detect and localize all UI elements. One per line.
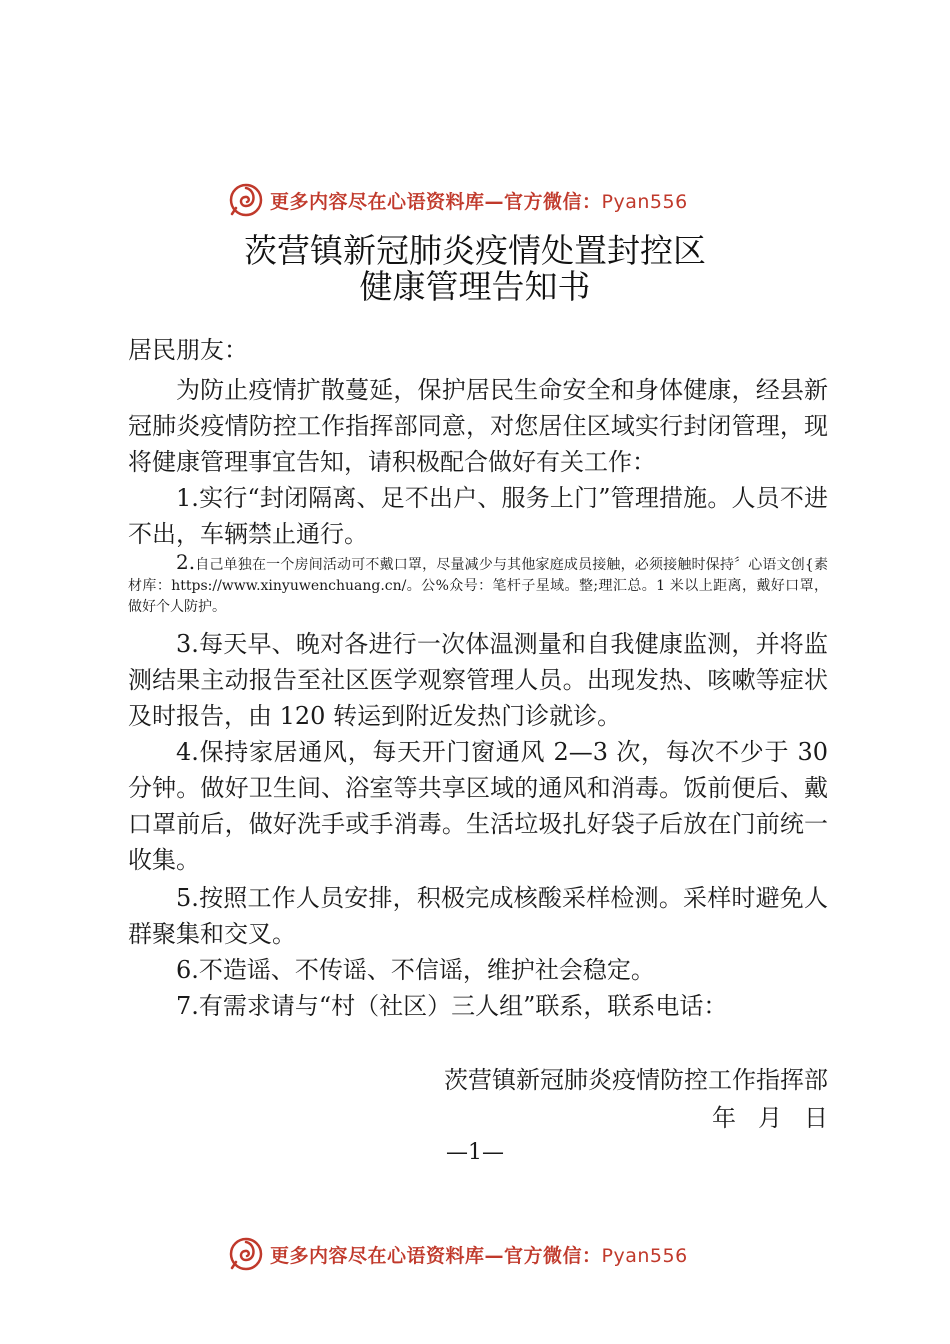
watermark-text: 更多内容尽在心语资料库—官方微信：Pyan556	[270, 1244, 688, 1267]
document-title-line2: 健康管理告知书	[359, 267, 591, 306]
date-month: 月	[758, 1104, 782, 1132]
spiral-logo-icon	[228, 182, 264, 218]
notice-item-2	[128, 552, 828, 618]
signature-org: 茨营镇新冠肺炎疫情防控工作指挥部	[444, 1066, 828, 1094]
spiral-logo-icon	[228, 1236, 264, 1272]
notice-item-6: 6.不造谣、不传谣、不信谣，维护社会稳定。	[176, 956, 655, 984]
notice-item-4: 4.保持家居通风，每天开门窗通风 2—3 次，每次不少于 30 分钟。做好卫生间、浴室等共享区域的通风和消毒。饭前便后、戴口罩前后，做好洗手或手消毒。生活垃圾扎好袋子后放在门前统一收集。	[128, 738, 828, 874]
watermark-top	[228, 180, 748, 220]
intro-paragraph: 为防止疫情扩散蔓延，保护居民生命安全和身体健康，经县新冠肺炎疫情防控工作指挥部同意，对您居住区域实行封闭管理，现将健康管理事宜告知，请积极配合做好有关工作：	[128, 376, 828, 476]
date-day: 日	[804, 1104, 828, 1132]
page-number: —1—	[446, 1140, 504, 1165]
notice-item-2-text: 自己单独在一个房间活动可不戴口罩，尽量减少与其他家庭成员接触，必须接触时保持〞心语文创{素材库：https://www.xinyuwenchuang.cn/。公%众号：笔杆子星域。整;理汇总。1 米以上距离，戴好口罩，做好个人防护。	[128, 557, 828, 615]
date-year: 年	[712, 1104, 736, 1132]
notice-item-5: 5.按照工作人员安排，积极完成核酸采样检测。采样时避免人群聚集和交叉。	[128, 884, 828, 948]
notice-item-7: 7.有需求请与“村（社区）三人组”联系，联系电话：	[176, 992, 728, 1020]
notice-item-2-number: 2.	[176, 550, 196, 574]
document-title-line1: 茨营镇新冠肺炎疫情处置封控区	[244, 231, 706, 270]
notice-item-1: 1.实行“封闭隔离、足不出户、服务上门”管理措施。人员不进不出，车辆禁止通行。	[128, 484, 828, 548]
notice-item-3: 3.每天早、晚对各进行一次体温测量和自我健康监测，并将监测结果主动报告至社区医学观察管理人员。出现发热、咳嗽等症状及时报告，由 120 转运到附近发热门诊就诊。	[128, 630, 828, 730]
signature-date	[690, 1100, 828, 1136]
salutation: 居民朋友：	[128, 336, 248, 364]
watermark-bottom	[228, 1234, 748, 1274]
watermark-text: 更多内容尽在心语资料库—官方微信：Pyan556	[270, 190, 688, 213]
